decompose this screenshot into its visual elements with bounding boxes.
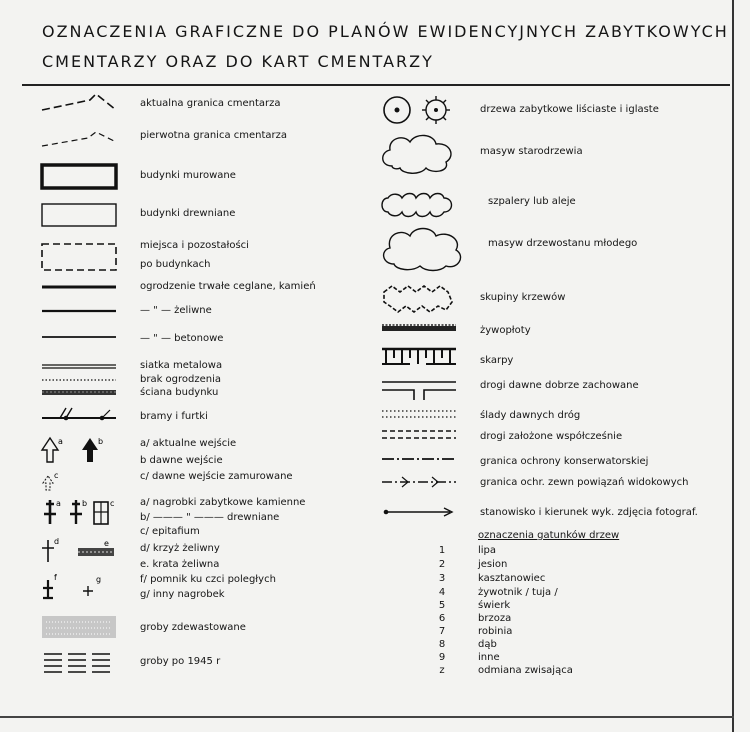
- title-line-1: OZNACZENIA GRAFICZNE DO PLANÓW EWIDENCYJNYCH ZABYTKOWYCH: [42, 22, 729, 41]
- species-name: brzoza: [478, 613, 512, 624]
- label-current-boundary: aktualna granica cmentarza: [140, 98, 281, 109]
- species-name: lipa: [478, 545, 497, 556]
- label-war-memorial: f/ pomnik ku czci poległych: [140, 574, 276, 585]
- species-number: 8: [438, 639, 446, 650]
- label-road-traces: ślady dawnych dróg: [480, 410, 581, 421]
- label-embankments: skarpy: [480, 355, 514, 366]
- shrub-groups-symbol: [380, 282, 460, 316]
- devastated-graves-symbol: [40, 612, 120, 642]
- current-boundary-symbol: [40, 92, 120, 114]
- label-remains-line-2: po budynkach: [140, 259, 211, 270]
- cross-grate-monument-symbols: [40, 536, 126, 602]
- species-name: inne: [478, 652, 500, 663]
- label-current-entrance: a/ aktualne wejście: [140, 438, 237, 449]
- historic-trees-symbol: [380, 94, 460, 128]
- species-name: świerk: [478, 600, 511, 611]
- label-young-stand: masyw drzewostanu młodego: [488, 238, 638, 249]
- brick-building-symbol: [40, 163, 120, 191]
- young-stand-symbol: [380, 224, 470, 272]
- species-number: 3: [438, 573, 446, 584]
- label-epitaph: c/ epitafium: [140, 526, 200, 537]
- label-wooden-buildings: budynki drewniane: [140, 208, 236, 219]
- label-gates: bramy i furtki: [140, 411, 208, 422]
- species-number: z: [439, 665, 445, 676]
- frame-edge-bottom: [0, 716, 734, 718]
- label-devastated-graves: groby zdewastowane: [140, 622, 246, 633]
- title-line-2: CMENTARZY ORAZ DO KART CMENTARZY: [42, 52, 434, 71]
- label-walled-entrance: c/ dawne wejście zamurowane: [140, 471, 293, 482]
- cast-iron-fence-symbol: [40, 306, 120, 316]
- label-original-boundary: pierwotna granica cmentarza: [140, 130, 288, 141]
- mark-b-tombstone: b: [82, 499, 88, 508]
- mesh-none-wall-symbols: [40, 360, 120, 400]
- species-name: odmiana zwisająca: [478, 665, 573, 676]
- permanent-fence-symbol: [40, 282, 120, 292]
- species-number: 1: [438, 545, 446, 556]
- protection-boundary-symbol: [380, 454, 460, 464]
- species-number: 9: [438, 652, 446, 663]
- label-permanent-fence: ogrodzenie trwałe ceglane, kamień: [140, 281, 316, 292]
- label-cast-iron-fence: — " — żeliwne: [140, 305, 212, 316]
- mark-c-tombstone: c: [110, 499, 115, 508]
- wooden-building-symbol: [40, 202, 120, 230]
- species-number: 7: [438, 626, 446, 637]
- label-building-wall: ściana budynku: [140, 387, 219, 398]
- hedges-symbol: [380, 322, 460, 336]
- label-old-roads: drogi dawne dobrze zachowane: [480, 380, 639, 391]
- label-rows-alleys: szpalery lub aleje: [488, 196, 576, 207]
- mark-c-entrance: c: [54, 471, 59, 480]
- label-shrub-groups: skupiny krzewów: [480, 292, 566, 303]
- photo-position-symbol: [380, 504, 460, 520]
- label-cast-iron-cross: d/ krzyż żeliwny: [140, 543, 220, 554]
- modern-roads-symbol: [380, 428, 460, 442]
- label-remains-line-1: miejsca i pozostałości: [140, 240, 249, 251]
- label-no-fence: brak ogrodzenia: [140, 374, 222, 385]
- mark-a-tombstone: a: [56, 499, 61, 508]
- road-traces-symbol: [380, 408, 460, 420]
- entrance-symbols: [40, 436, 120, 494]
- label-concrete-fence: — " — betonowe: [140, 333, 224, 344]
- label-old-stand: masyw starodrzewia: [480, 146, 583, 157]
- view-protection-boundary-symbol: [380, 474, 460, 490]
- species-number: 2: [438, 559, 446, 570]
- title-divider: [22, 84, 730, 86]
- mark-f: f: [54, 573, 57, 582]
- species-name: jesion: [478, 559, 508, 570]
- species-name: dąb: [478, 639, 497, 650]
- mark-b-entrance: b: [98, 437, 104, 446]
- label-wooden-tombstones: b/ ——— " ——— drewniane: [140, 512, 280, 523]
- label-stone-tombstones: a/ nagrobki zabytkowe kamienne: [140, 497, 306, 508]
- mark-g: g: [96, 575, 102, 584]
- mark-d: d: [54, 537, 60, 546]
- label-former-entrance: b dawne wejście: [140, 455, 223, 466]
- label-modern-roads: drogi założone współcześnie: [480, 431, 623, 442]
- post-1945-graves-symbol: [40, 648, 120, 678]
- building-remains-symbol: [40, 242, 120, 274]
- old-roads-symbol: [380, 376, 460, 402]
- label-metal-mesh: siatka metalowa: [140, 360, 223, 371]
- label-historic-trees: drzewa zabytkowe liściaste i iglaste: [480, 104, 659, 115]
- species-name: kasztanowiec: [478, 573, 546, 584]
- embankments-symbol: [380, 346, 460, 368]
- frame-edge-right: [732, 0, 734, 732]
- label-protection-boundary: granica ochrony konserwatorskiej: [480, 456, 649, 467]
- species-number: 6: [438, 613, 446, 624]
- label-view-protection-boundary: granica ochr. zewn powiązań widokowych: [480, 477, 689, 488]
- label-other-tombstone: g/ inny nagrobek: [140, 589, 225, 600]
- mark-a-entrance: a: [58, 437, 63, 446]
- label-post-1945-graves: groby po 1945 r: [140, 656, 221, 667]
- species-number: 5: [438, 600, 446, 611]
- mark-e: e: [104, 539, 109, 548]
- label-brick-buildings: budynki murowane: [140, 170, 236, 181]
- label-photo-position: stanowisko i kierunek wyk. zdjęcia fotograf.: [480, 507, 698, 518]
- species-name: żywotnik / tuja /: [478, 587, 558, 598]
- species-name: robinia: [478, 626, 513, 637]
- gates-symbol: [40, 404, 120, 424]
- tombstone-symbols: [40, 496, 126, 532]
- old-stand-symbol: [380, 132, 460, 176]
- species-number: 4: [438, 587, 446, 598]
- species-header: oznaczenia gatunków drzew: [478, 530, 620, 541]
- rows-alleys-symbol: [380, 190, 460, 222]
- concrete-fence-symbol: [40, 332, 120, 342]
- label-cast-iron-grate: e. krata żeliwna: [140, 559, 220, 570]
- label-hedges: żywopłoty: [480, 325, 531, 336]
- original-boundary-symbol: [40, 128, 120, 150]
